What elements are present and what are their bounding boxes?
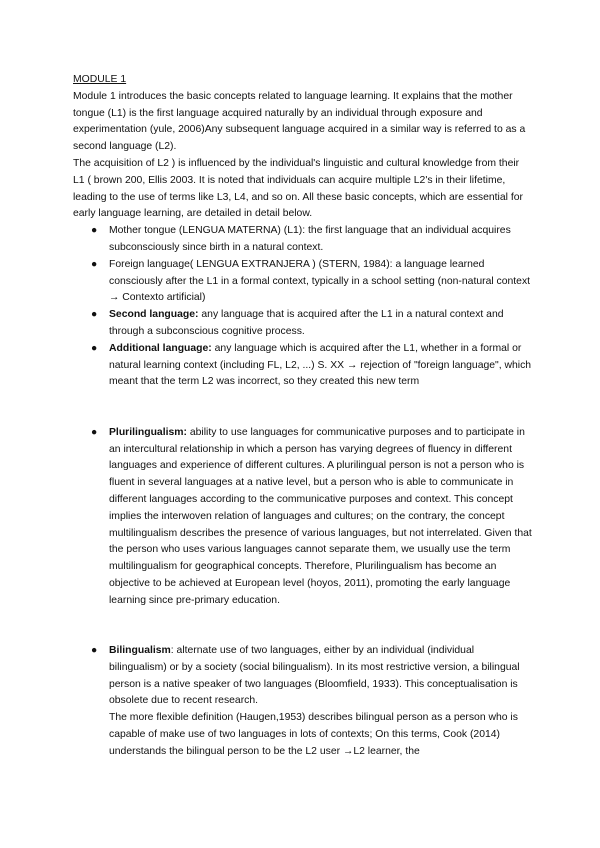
spacer <box>73 626 533 643</box>
term-mother-tongue: Mother tongue (LENGUA MATERNA) <box>109 225 284 237</box>
intro-paragraph-1: Module 1 introduces the basic concepts related to language learning. It explains that the mother tongue (L1) is the first language acquired naturally by an individual through exposure and experimentation (yule, 2006)Any subsequent language acquired in a similar way is referred to as a second language (L2). <box>73 90 526 153</box>
bullet-icon: ● <box>91 426 98 438</box>
concepts-list <box>73 223 533 391</box>
intro-paragraph-2: The acquisition of L2 ) is influenced by the individual's linguistic and cultural knowledge from their L1 ( brown 200, Ellis 2003. It is noted that individuals can acquire multiple L2's in their lifetime, leading to the use of terms like L3, L4, and so on. All these basic concepts, which are essential for early language learning, are detailed in detail below. <box>73 157 523 220</box>
list-item <box>73 425 533 610</box>
module-title: MODULE 1 <box>73 74 127 85</box>
document-content <box>73 72 533 761</box>
bullet-icon: ● <box>91 342 98 354</box>
bullet-icon: ● <box>91 645 98 657</box>
plurilingualism-list <box>73 425 533 610</box>
bullet-icon: ● <box>91 225 98 237</box>
bullet-icon: ● <box>91 309 98 321</box>
list-item <box>73 257 533 307</box>
list-item <box>73 223 533 257</box>
spacer <box>73 391 533 408</box>
list-item <box>73 341 533 391</box>
term-foreign-language: Foreign language( LENGUA EXTRANJERA ) <box>109 258 319 270</box>
term-additional-language: Additional language: <box>109 342 212 354</box>
term-plurilingualism: Plurilingualism: <box>109 426 187 438</box>
list-item <box>73 307 533 341</box>
definition-mother-tongue: (L1): the first language that an individual acquires subconsciously since birth in a natural context. <box>109 225 511 253</box>
term-second-language: Second language: <box>109 309 199 321</box>
definition-additional-language: any language which is acquired after the L1, whether in a formal or natural learning context (including FL, L2, ...) S. XX → rejection of "foreign language", which meant that the term L2 was incorrect, so they created this new term <box>109 342 532 388</box>
bilingualism-list <box>73 643 533 761</box>
list-item <box>73 643 533 761</box>
definition-second-language: any language that is acquired after the L1 in a natural context and through a subconscious cognitive process. <box>109 309 504 337</box>
definition-bilingualism-continued: The more flexible definition (Haugen,1953) describes bilingual person as a person who is capable of make use of two languages in lots of contexts; On this terms, Cook (2014) understands the bilingual person to be the L2 user →L2 learner, the <box>109 712 518 757</box>
definition-foreign-language: (STERN, 1984): a language learned consciously after the L1 in a formal context, typically in a school setting (non-natural context → Contexto artificial) <box>109 258 531 304</box>
definition-bilingualism: : alternate use of two languages, either by an individual (individual bilingualism) or by a society (social bilingualism). In its most restrictive version, a bilingual person is a native speaker of two languages (Bloomfield, 1933). This conceptualisation is obsolete due to recent research. <box>109 645 520 707</box>
definition-plurilingualism: ability to use languages for communicative purposes and to participate in an intercultural relationship in which a person has varying degrees of fluency in different languages and experience of different cultures. A plurilingual person is not a person who is fluent in several languages at a native level, but a person who is able to communicate in different languages according to the communicative purposes and context. This concept implies the interwoven relation of languages and cultures; on the contrary, the concept multilingualism describes the presence of various languages, but not interrelated. Given that the person who uses various languages cannot separate them, we usually use the term multilingualism for geographical concepts. Therefore, Plurilingualism has become an objective to be achieved at European level (hoyos, 2011), promoting the early language learning since pre-primary education. <box>109 426 532 606</box>
spacer <box>73 408 533 425</box>
spacer <box>73 610 533 627</box>
term-bilingualism: Bilingualism <box>109 645 171 657</box>
bullet-icon: ● <box>91 258 98 270</box>
